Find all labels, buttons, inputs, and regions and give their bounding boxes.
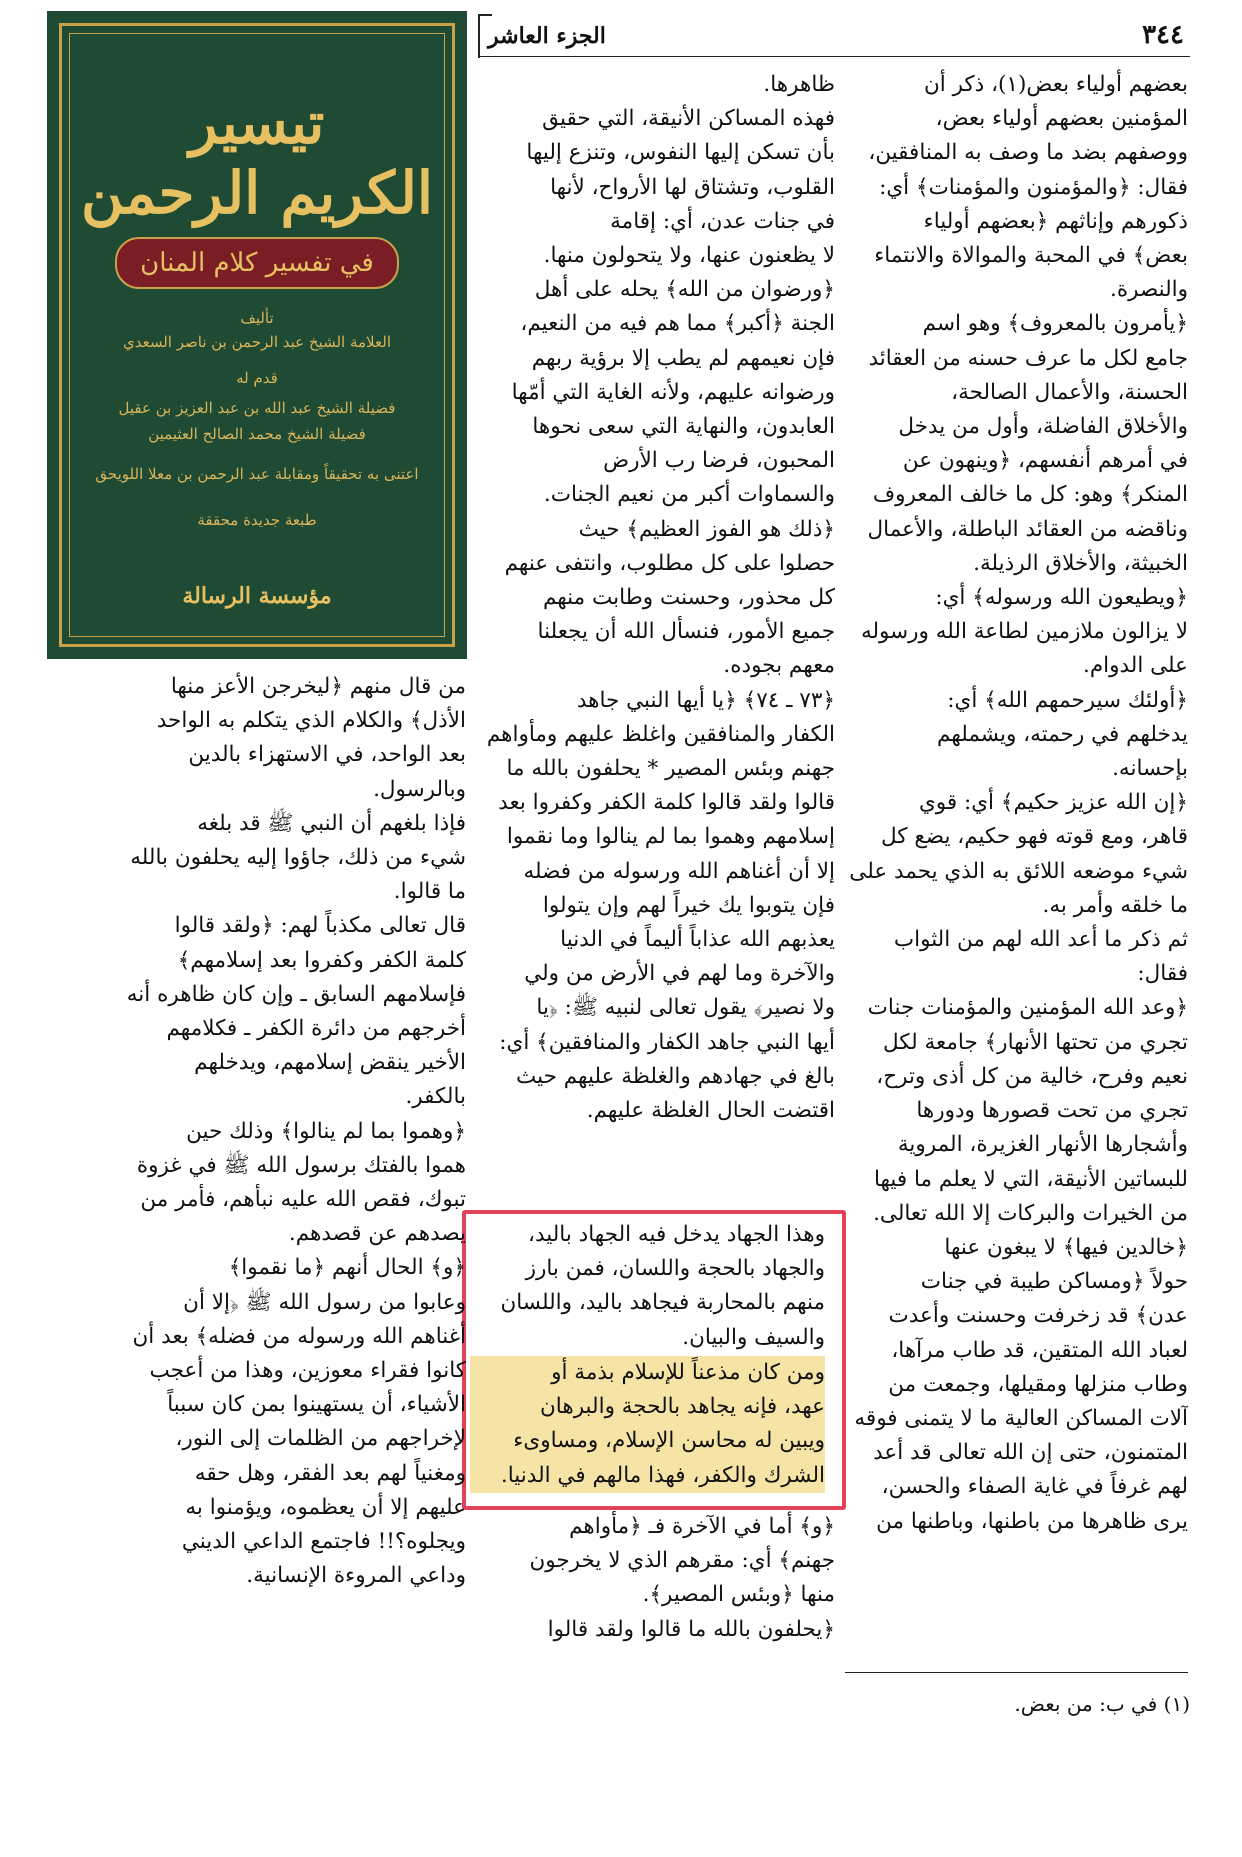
text-line: ﴿ويطيعون الله ورسوله﴾ أي: [935, 585, 1188, 611]
text-line: والآخرة وما لهم في الأرض من ولي [524, 961, 835, 987]
text-line: كانوا فقراء معوزين، وهذا من أعجب [149, 1358, 466, 1384]
text-line: الأخير ينقض إسلامهم، ويدخلهم [194, 1050, 466, 1076]
text-line: من قال منهم ﴿ليخرجن الأعز منها [170, 674, 466, 699]
text-line: الشرك والكفر، فهذا مالهم في الدنيا. [470, 1459, 825, 1493]
text-line: المنكر﴾ وهو: كل ما خالف المعروف [872, 482, 1188, 508]
text-line: الكفار والمنافقين واغلظ عليهم ومأواهم [486, 721, 835, 747]
text-line: تبوك، فقص الله عليه نبأهم، فأمر من [140, 1187, 466, 1213]
page-number: ٣٤٤ [1142, 20, 1184, 50]
page-header [478, 14, 1190, 57]
text-line: ﴿إن الله عزيز حكيم﴾ أي: قوي [918, 790, 1188, 816]
text-line: فقال: [1137, 961, 1188, 987]
cover-author: العلامة الشيخ عبد الرحمن بن ناصر السعدي [123, 333, 391, 351]
text-line: ووصفهم بضد ما وصف به المنافقين، [868, 140, 1188, 166]
red-highlight-box [462, 1210, 846, 1510]
text-line: الجنة ﴿أكبر﴾ مما هم فيه من النعيم، [520, 311, 835, 337]
text-line: قالوا ولقد قالوا كلمة الكفر وكفروا بعد [498, 790, 835, 816]
text-line: القلوب، وتشتاق لها الأرواح، لأنها [550, 174, 835, 200]
text-line: ومن كان مذعناً للإسلام بذمة أو [470, 1356, 825, 1390]
text-line: منهم بالمحاربة فيجاهد باليد، واللسان [500, 1290, 825, 1316]
cover-author-intro: تأليف [240, 309, 274, 327]
text-line: بإحسانه. [1112, 756, 1188, 782]
text-line: والنصرة. [1109, 277, 1188, 303]
text-line: فإن يتوبوا يك خيراً لهم وإن يتولوا [542, 892, 835, 918]
text-column-middle-continued [478, 1510, 835, 1647]
text-line: جامع لكل ما عرف حسنه من العقائد [868, 345, 1188, 371]
text-line: بعض﴾ في المحبة والموالاة والانتماء [874, 243, 1188, 269]
text-line: وهذا الجهاد يدخل فيه الجهاد باليد، [528, 1222, 825, 1247]
text-line: يدخلهم في رحمته، ويشملهم [937, 721, 1188, 747]
text-line: لهم غرفاً في غاية الصفاء والحسن، [881, 1474, 1188, 1500]
text-line: والسيف والبيان. [682, 1324, 825, 1350]
text-line: ﴿٧٣ ـ ٧٤﴾ ﴿يا أيها النبي جاهد [576, 687, 835, 713]
cover-title-line2: الكريم الرحمن [80, 159, 434, 227]
text-line: ﴿وهموا بما لم ينالوا﴾ وذلك حين [186, 1118, 466, 1144]
text-line: بأن تسكن إليها النفوس، وتنزع إليها [526, 140, 835, 166]
text-line: جميع الأمور، فنسأل الله أن يجعلنا [537, 619, 835, 645]
text-line: ما قالوا. [393, 879, 466, 905]
text-line: لعباد الله المتقين، قد طاب مرآها، [891, 1337, 1188, 1363]
text-line: بالغ في جهادهم والغلظة عليهم حيث [516, 1063, 835, 1089]
text-line: ﴿أولئك سيرحمهم الله﴾ أي: [947, 687, 1188, 713]
text-line: أيها النبي جاهد الكفار والمنافقين﴾ أي: [499, 1029, 835, 1055]
text-line: وناقضه من العقائد الباطلة، والأعمال [867, 516, 1188, 542]
cover-intro-label: قدم له [236, 369, 278, 387]
text-line: قال تعالى مكذباً لهم: ﴿ولقد قالوا [174, 913, 466, 939]
text-line: معهم بجوده. [723, 653, 835, 679]
text-line: الأشياء، أن يستهينوا بمن كان سبباً [167, 1392, 466, 1418]
text-line: لا يزالون ملازمين لطاعة الله ورسوله [860, 619, 1188, 645]
text-line: إلا أن أغناهم الله ورسوله من فضله [523, 858, 835, 884]
text-line: ﴿و﴾ الحال أنهم ﴿ما نقموا﴾ [228, 1255, 466, 1281]
text-line: حولاً ﴿ومساكن طيبة في جنات [920, 1269, 1188, 1295]
text-line: ذكورهم وإناثهم ﴿بعضهم أولياء [923, 208, 1188, 234]
text-line: كل محذور، وحسنت وطابت منهم [542, 585, 835, 611]
cover-presenter-1: فضيلة الشيخ عبد الله بن عبد العزيز بن عقيل [118, 399, 396, 417]
text-line: ﴿و﴾ أما في الآخرة فـ ﴿مأواهم [569, 1514, 835, 1539]
part-title: الجزء العاشر [488, 23, 606, 49]
cover-presenter-2: فضيلة الشيخ محمد الصالح العثيمين [148, 425, 366, 443]
text-line: نعيم وفرح، خالية من كل أذى وترح، [876, 1063, 1188, 1089]
text-line: في أمرهم أنفسهم، ﴿وينهون عن [902, 448, 1188, 474]
text-line: ﴿خالدين فيها﴾ لا يبغون عنها [944, 1234, 1188, 1260]
text-column-left [98, 670, 466, 1593]
text-line: كلمة الكفر وكفروا بعد إسلامهم﴾ [177, 947, 466, 973]
text-line: قاهر، ومع قوته فهو حكيم، يضع كل [881, 824, 1188, 850]
text-line: المؤمنين بعضهم أولياء بعض، [935, 106, 1188, 132]
text-line: للبساتين الأنيقة، التي لا يعلم ما فيها [873, 1166, 1188, 1192]
text-line: اقتضت الحال الغلظة عليهم. [586, 1098, 835, 1124]
text-line: في جنات عدن، أي: إقامة [610, 208, 835, 234]
text-line: ﴿يحلفون بالله ما قالوا ولقد قالوا [547, 1616, 835, 1642]
text-line: الأذل﴾ والكلام الذي يتكلم به الواحد [156, 708, 466, 734]
cover-subtitle: في تفسير كلام المنان [115, 237, 399, 289]
text-line: ظاهرها. [763, 72, 835, 97]
text-line: جهنم﴾ أي: مقرهم الذي لا يخرجون [529, 1548, 835, 1574]
text-line: ﴿ورضوان من الله﴾ يحله على أهل [534, 277, 835, 303]
text-line: وداعي المروءة الإنسانية. [246, 1563, 466, 1589]
footnote: (١) في ب: من بعض. [1014, 1692, 1190, 1716]
text-line: ﴿ذلك هو الفوز العظيم﴾ حيث [578, 516, 835, 542]
text-line: عليهم إلا أن يعظموه، ويؤمنوا به [185, 1494, 466, 1520]
text-line: حصلوا على كل مطلوب، وانتفى عنهم [504, 550, 835, 576]
text-line: أخرجهم من دائرة الكفر ـ فكلامهم [166, 1016, 466, 1042]
text-line: بعضهم أولياء بعض(١)، ذكر أن [923, 72, 1188, 97]
text-line: وطاب منزلها ومقيلها، وجمعت من [888, 1371, 1188, 1397]
text-line: ما خلقه وأمر به. [1042, 892, 1188, 918]
text-line: آلات المساكن العالية ما لا يتمنى فوقه [854, 1405, 1188, 1431]
text-line: ومغنياً لهم بعد الفقر، وهل حقه [194, 1460, 466, 1486]
book-cover-image [47, 11, 467, 659]
text-line: فهذه المساكن الأنيقة، التي حقيق [542, 106, 835, 132]
text-line: الحسنة، والأعمال الصالحة، [951, 379, 1188, 405]
text-line: والأخلاق الفاضلة، وأول من يدخل [898, 414, 1188, 440]
text-line: العابدون، والنهاية التي سعى نحوها [532, 414, 835, 440]
text-line: فقال: ﴿والمؤمنون والمؤمنات﴾ أي: [879, 174, 1188, 200]
text-line: يصدهم عن قصدهم. [288, 1221, 466, 1247]
text-line: إسلامهم وهموا بما لم ينالوا وما نقموا [506, 824, 835, 850]
footnote-separator [845, 1672, 1188, 1673]
text-line: عدن﴾ قد زخرفت وحسنت وأعدت [888, 1303, 1188, 1329]
text-line: بالكفر. [405, 1084, 466, 1110]
text-line: فإذا بلغهم أن النبي ﷺ قد بلغه [197, 810, 466, 836]
text-line: ويجلوه؟!! فاجتمع الداعي الديني [181, 1529, 466, 1555]
text-line: لا يظعنون عنها، ولا يتحولون منها. [543, 243, 835, 269]
text-line: أغناهم الله ورسوله من فضله﴾ بعد أن [132, 1323, 466, 1349]
text-line: تجري من تحتها الأنهار﴾ جامعة لكل [882, 1029, 1188, 1055]
text-line: ويبين له محاسن الإسلام، ومساوىء [470, 1424, 825, 1458]
cover-title-line1: تيسير [189, 89, 325, 157]
text-line: وعابوا من رسول الله ﷺ ﴿إلا أن [183, 1289, 466, 1315]
text-line: هموا بالفتك برسول الله ﷺ في غزوة [136, 1152, 466, 1178]
cover-editor: اعتنى به تحقيقاً ومقابلة عبد الرحمن بن معلا اللويحق [95, 465, 419, 483]
cover-publisher: مؤسسة الرسالة [182, 583, 332, 609]
text-line: تجري من تحت قصورها ودورها [916, 1098, 1188, 1124]
text-line: الخبيثة، والأخلاق الرذيلة. [973, 550, 1188, 576]
cover-edition: طبعة جديدة محققة [197, 511, 317, 529]
text-line: ورضوانه عليهم، ولأنه الغاية التي أمّها [511, 379, 835, 405]
text-line: يرى ظاهرها من باطنها، وباطنها من [876, 1508, 1188, 1534]
text-line: عهد، فإنه يجاهد بالحجة والبرهان [470, 1390, 825, 1424]
text-line: شيء موضعه اللائق به الذي يحمد على [849, 858, 1188, 884]
text-line: جهنم وبئس المصير * يحلفون بالله ما [506, 756, 835, 782]
text-line: فإن نعيمهم لم يطب إلا برؤية ربهم [531, 345, 835, 371]
text-line: وأشجارها الأنهار الغزيرة، المروية [897, 1132, 1188, 1158]
text-line: منها ﴿وبئس المصير﴾. [642, 1582, 835, 1608]
text-line: ﴿وعد الله المؤمنين والمؤمنات جنات [867, 995, 1188, 1021]
text-line: ولا نصير﴾ يقول تعالى لنبيه ﷺ: ﴿يا [536, 995, 835, 1021]
text-column-middle [478, 68, 835, 1128]
text-line: يعذبهم الله عذاباً أليماً في الدنيا [560, 927, 835, 953]
text-line: المتمنون، حتى إن الله تعالى قد أعد [873, 1440, 1188, 1466]
text-line: بعد الواحد، في الاستهزاء بالدين [188, 742, 466, 768]
text-line: والجهاد بالحجة واللسان، فمن بارز [525, 1256, 825, 1282]
text-line: المحبون، فرضا رب الأرض [603, 448, 835, 474]
text-line: وبالرسول. [373, 776, 466, 802]
text-column-right [845, 68, 1188, 1539]
text-line: شيء من ذلك، جاؤوا إليه يحلفون بالله [130, 845, 466, 871]
text-line: والسماوات أكبر من نعيم الجنات. [543, 482, 835, 508]
text-line: ثم ذكر ما أعد الله لهم من الثواب [893, 927, 1188, 953]
text-line: من الخيرات والبركات إلا الله تعالى. [873, 1200, 1188, 1226]
text-line: ﴿يأمرون بالمعروف﴾ وهو اسم [922, 311, 1188, 337]
text-line: لإخراجهم من الظلمات إلى النور، [175, 1426, 466, 1452]
text-line: على الدوام. [1082, 653, 1188, 679]
text-line: فإسلامهم السابق ـ وإن كان ظاهره أنه [126, 981, 466, 1007]
